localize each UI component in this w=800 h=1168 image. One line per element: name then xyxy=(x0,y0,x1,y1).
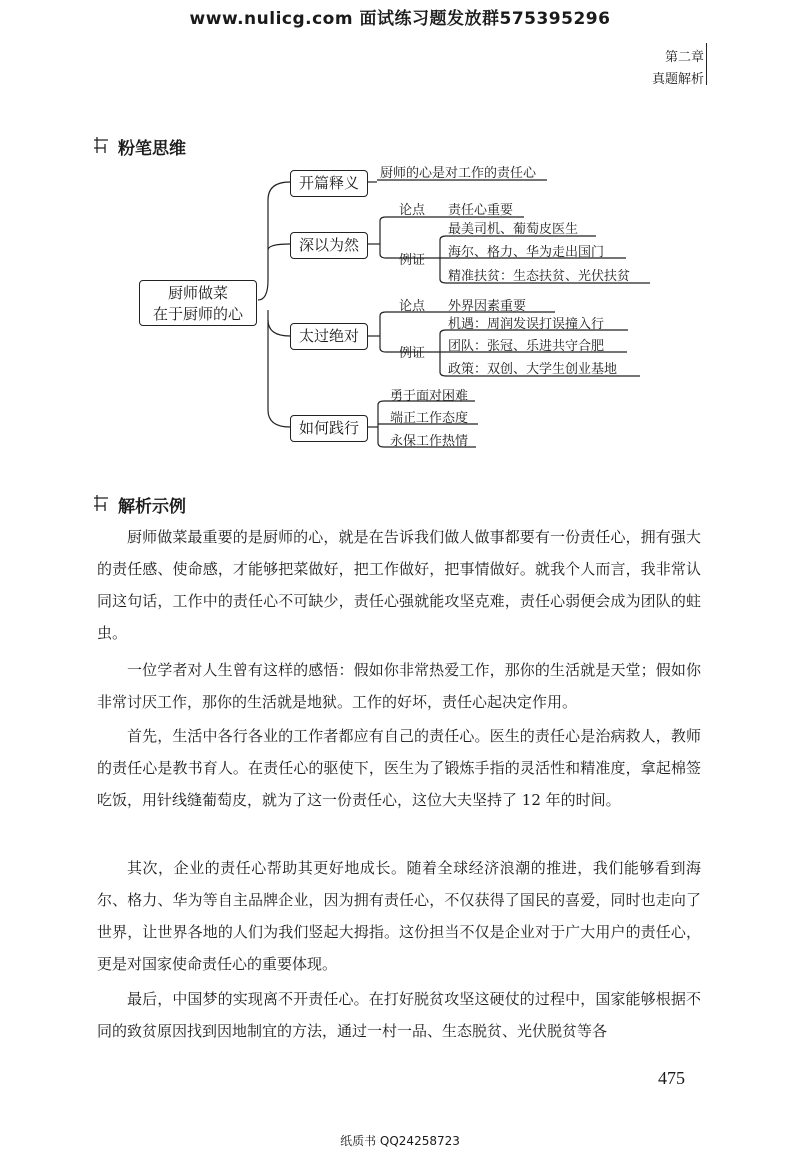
leaf-opening-definition: 厨师的心是对工作的责任心 xyxy=(380,166,537,181)
page-number: 475 xyxy=(658,1068,685,1088)
leaf-example: 精准扶贫：生态扶贫、光伏扶贫 xyxy=(448,269,631,284)
tag-argument: 论点 xyxy=(399,203,426,218)
analysis-section-title: 解析示例 xyxy=(118,497,186,517)
mindmap-root-line1: 厨师做菜 xyxy=(167,284,228,302)
branch-too-absolute: 太过绝对 xyxy=(290,323,368,350)
leaf-point-responsibility: 责任心重要 xyxy=(448,203,514,218)
paragraph: 首先，生活中各行各业的工作者都应有自己的责任心。医生的责任心是治病救人，教师的责任心是教书育人。在责任心的驱使下，医生为了锻炼手指的灵活性和精准度，拿起棉签吃饭，用针线缝葡萄皮，就为了这一份责任心，这位大夫坚持了 12 年的时间。 xyxy=(97,727,701,809)
tag-evidence: 例证 xyxy=(399,253,426,268)
leaf-practice: 永保工作热情 xyxy=(390,434,469,449)
leaf-example: 海尔、格力、华为走出国门 xyxy=(448,245,605,260)
footer-text: 纸质书 QQ24258723 xyxy=(340,1134,460,1148)
mindmap-root xyxy=(139,280,257,326)
leaf-practice: 端正工作态度 xyxy=(390,411,469,426)
mindmap-section-title: 粉笔思维 xyxy=(118,139,186,159)
leaf-example: 机遇：周润发误打误撞入行 xyxy=(448,317,605,332)
leaf-example: 团队：张冠、乐进共守合肥 xyxy=(448,339,605,354)
header-banner: www.nulicg.com 面试练习题发放群575395296 xyxy=(189,9,611,29)
leaf-point-external: 外界因素重要 xyxy=(448,299,527,314)
paragraph: 其次，企业的责任心帮助其更好地成长。随着全球经济浪潮的推进，我们能够看到海尔、格力、华为等自主品牌企业，因为拥有责任心，不仅获得了国民的喜爱，同时也走向了世界，让世界各地的人们为我们竖起大拇指。这份担当不仅是企业对于广大用户的责任心，更是对国家使命责任心的重要体现。 xyxy=(97,859,701,973)
branch-agree: 深以为然 xyxy=(290,232,368,259)
branch-practice: 如何践行 xyxy=(290,415,368,442)
branch-opening: 开篇释义 xyxy=(290,170,368,197)
leaf-example: 政策：双创、大学生创业基地 xyxy=(448,362,618,377)
tag-evidence: 例证 xyxy=(399,346,426,361)
paragraph: 一位学者对人生曾有这样的感悟：假如你非常热爱工作，那你的生活就是天堂；假如你非常讨厌工作，那你的生活就是地狱。工作的好坏，责任心起决定作用。 xyxy=(97,661,701,711)
paragraph: 最后，中国梦的实现离不开责任心。在打好脱贫攻坚这硬仗的过程中，国家能够根据不同的致贫原因找到因地制宜的方法，通过一村一品、生态脱贫、光伏脱贫等各 xyxy=(97,990,701,1040)
section-marker-icon xyxy=(93,494,109,512)
mindmap-root-line2: 在于厨师的心 xyxy=(152,305,243,323)
chapter-title: 第二章 xyxy=(664,50,704,65)
leaf-example: 最美司机、葡萄皮医生 xyxy=(448,222,579,237)
chapter-subtitle: 真题解析 xyxy=(651,72,704,87)
tag-argument: 论点 xyxy=(399,299,426,314)
paragraph: 厨师做菜最重要的是厨师的心，就是在告诉我们做人做事都要有一份责任心，拥有强大的责任感、使命感，才能够把菜做好，把工作做好，把事情做好。就我个人而言，我非常认同这句话，工作中的责任心不可缺少，责任心强就能攻坚克难，责任心弱便会成为团队的蛀虫。 xyxy=(97,528,701,642)
leaf-practice: 勇于面对困难 xyxy=(390,389,469,404)
